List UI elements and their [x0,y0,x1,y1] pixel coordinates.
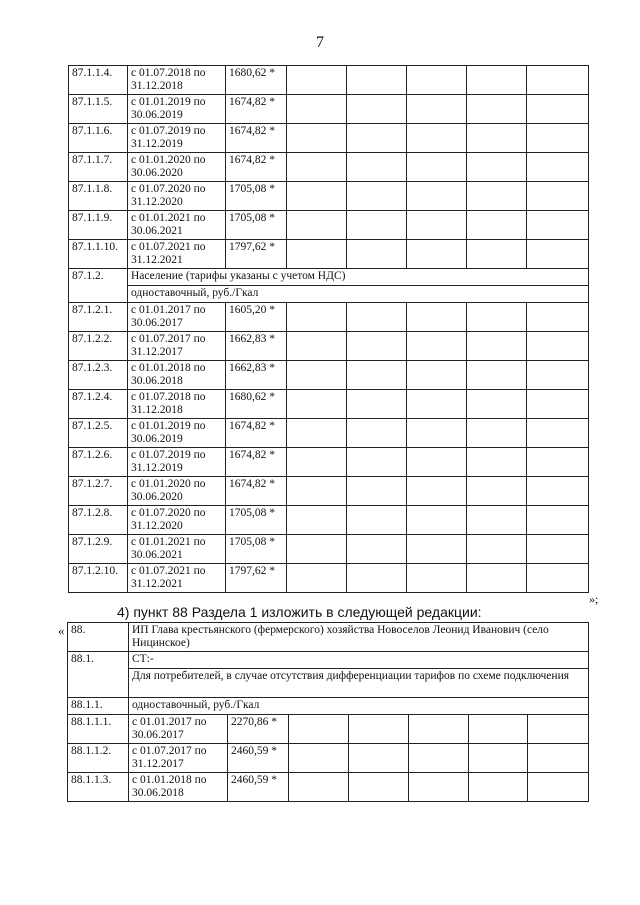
empty-cell [347,211,407,240]
page-number: 7 [316,34,324,51]
row-number: 88.1.1.3. [68,773,129,802]
empty-cell [467,535,527,564]
empty-cell [287,419,347,448]
empty-cell [347,448,407,477]
row-period: с 01.01.2021 по 30.06.2021 [128,211,226,240]
row-period: с 01.01.2021 по 30.06.2021 [128,535,226,564]
empty-cell [407,303,467,332]
empty-cell [347,564,407,593]
empty-cell [527,448,589,477]
empty-cell [347,332,407,361]
empty-cell [289,773,349,802]
table-row [69,211,589,240]
row-number: 87.1.1.5. [69,95,128,124]
row-value: 1705,08 * [226,182,287,211]
empty-cell [467,153,527,182]
row-number: 87.1.2.8. [69,506,128,535]
row-value: 1797,62 * [226,564,287,593]
empty-cell [287,477,347,506]
empty-cell [527,182,589,211]
empty-cell [528,773,589,802]
empty-cell [347,361,407,390]
row-period: с 01.07.2019 по 31.12.2019 [128,124,226,153]
row-number: 87.1.2.9. [69,535,128,564]
row-value: 1705,08 * [226,506,287,535]
row-period: с 01.07.2017 по 31.12.2017 [129,744,228,773]
section-unit: одноставочный, руб./Гкал [128,286,589,303]
empty-cell [407,390,467,419]
table-row [69,390,589,419]
row-period: с 01.01.2019 по 30.06.2019 [128,419,226,448]
empty-cell [287,506,347,535]
empty-cell [407,361,467,390]
empty-cell [347,535,407,564]
opening-quote: « [58,623,65,638]
empty-cell [347,477,407,506]
consumers-text: Для потребителей, в случае отсутствия дифференциации тарифов по схеме подключения [129,669,589,698]
empty-cell [467,332,527,361]
empty-cell [527,419,589,448]
row-value: 1705,08 * [226,211,287,240]
row-number: 87.1.2.7. [69,477,128,506]
table-row [69,66,589,95]
org-number: 88. [68,623,129,652]
empty-cell [407,124,467,153]
empty-cell [407,564,467,593]
empty-cell [287,124,347,153]
table-row [69,564,589,593]
row-number: 87.1.2.4. [69,390,128,419]
empty-cell [287,390,347,419]
table-row [69,419,589,448]
section-title: Население (тарифы указаны с учетом НДС) [128,269,589,286]
empty-cell [527,240,589,269]
empty-cell [287,211,347,240]
empty-cell [347,303,407,332]
table-row [69,240,589,269]
table-row [69,535,589,564]
empty-cell [347,182,407,211]
empty-cell [527,303,589,332]
section-row [69,269,589,286]
row-period: с 01.07.2019 по 31.12.2019 [128,448,226,477]
empty-cell [407,332,467,361]
row-number: 87.1.1.9. [69,211,128,240]
empty-cell [527,506,589,535]
table-row [69,95,589,124]
table-row [69,182,589,211]
empty-cell [347,95,407,124]
row-number: 87.1.2.10. [69,564,128,593]
empty-cell [527,477,589,506]
row-number: 88.1.1.2. [68,744,129,773]
empty-cell [347,124,407,153]
empty-cell [527,564,589,593]
empty-cell [287,361,347,390]
empty-cell [527,535,589,564]
row-number: 88.1.1.1. [68,715,129,744]
table-row [68,715,589,744]
empty-cell [467,182,527,211]
empty-cell [527,153,589,182]
row-number: 87.1.2.5. [69,419,128,448]
row-value: 2270,86 * [228,715,289,744]
system-row [68,652,589,669]
row-period: с 01.07.2020 по 31.12.2020 [128,506,226,535]
empty-cell [467,240,527,269]
empty-cell [467,361,527,390]
empty-cell [287,448,347,477]
empty-cell [527,332,589,361]
sub-number: 88.1. [68,652,129,698]
empty-cell [347,506,407,535]
row-value: 1674,82 * [226,477,287,506]
row-value: 1797,62 * [226,240,287,269]
empty-cell [349,773,409,802]
row-number: 87.1.2.6. [69,448,128,477]
empty-cell [469,715,528,744]
empty-cell [527,124,589,153]
empty-cell [467,303,527,332]
empty-cell [409,715,469,744]
empty-cell [287,564,347,593]
unit-text: одноставочный, руб./Гкал [129,698,589,715]
empty-cell [467,506,527,535]
empty-cell [467,95,527,124]
row-value: 1680,62 * [226,66,287,95]
empty-cell [407,211,467,240]
empty-cell [467,211,527,240]
row-period: с 01.01.2019 по 30.06.2019 [128,95,226,124]
row-number: 87.1.1.7. [69,153,128,182]
row-period: с 01.07.2021 по 31.12.2021 [128,240,226,269]
org-title: ИП Глава крестьянского (фермерского) хозяйства Новоселов Леонид Иванович (село Ницинское) [129,623,589,652]
row-period: с 01.07.2020 по 31.12.2020 [128,182,226,211]
row-period: с 01.07.2018 по 31.12.2018 [128,390,226,419]
system-label: СТ:- [129,652,589,669]
amendment-instruction: 4) пункт 88 Раздела 1 изложить в следующей редакции: [117,604,482,620]
row-period: с 01.01.2018 по 30.06.2018 [128,361,226,390]
empty-cell [467,390,527,419]
empty-cell [287,66,347,95]
empty-cell [289,744,349,773]
empty-cell [407,182,467,211]
row-value: 1674,82 * [226,95,287,124]
empty-cell [527,95,589,124]
empty-cell [349,715,409,744]
empty-cell [347,419,407,448]
row-number: 87.1.2.2. [69,332,128,361]
empty-cell [407,477,467,506]
empty-cell [527,211,589,240]
table-row [69,477,589,506]
table-row [68,773,589,802]
empty-cell [407,506,467,535]
empty-cell [289,715,349,744]
empty-cell [407,240,467,269]
table-row [69,124,589,153]
row-value: 1674,82 * [226,448,287,477]
tariff-table-87 [68,65,589,593]
empty-cell [469,744,528,773]
empty-cell [287,240,347,269]
row-number: 87.1.1.4. [69,66,128,95]
row-period: с 01.01.2018 по 30.06.2018 [129,773,228,802]
empty-cell [347,390,407,419]
row-number: 87.1.2.1. [69,303,128,332]
empty-cell [467,564,527,593]
empty-cell [347,66,407,95]
row-value: 1674,82 * [226,153,287,182]
empty-cell [527,390,589,419]
empty-cell [287,95,347,124]
empty-cell [467,66,527,95]
row-period: с 01.01.2020 по 30.06.2020 [128,153,226,182]
section-unit-row [69,286,589,303]
table-row [69,153,589,182]
consumers-row [68,669,589,698]
empty-cell [287,153,347,182]
row-period: с 01.07.2021 по 31.12.2021 [128,564,226,593]
row-value: 1674,82 * [226,419,287,448]
row-period: с 01.07.2017 по 31.12.2017 [128,332,226,361]
empty-cell [407,153,467,182]
empty-cell [527,66,589,95]
row-period: с 01.01.2020 по 30.06.2020 [128,477,226,506]
empty-cell [347,153,407,182]
empty-cell [407,95,467,124]
empty-cell [409,744,469,773]
empty-cell [467,419,527,448]
empty-cell [349,744,409,773]
empty-cell [467,124,527,153]
row-value: 2460,59 * [228,744,289,773]
table-row [69,303,589,332]
row-number: 87.1.2.3. [69,361,128,390]
empty-cell [407,535,467,564]
row-number: 87.1.1.6. [69,124,128,153]
table-row [69,506,589,535]
row-period: с 01.01.2017 по 30.06.2017 [128,303,226,332]
row-value: 1662,83 * [226,361,287,390]
closing-quote: »; [589,592,599,606]
empty-cell [409,773,469,802]
section-number: 87.1.2. [69,269,128,303]
empty-cell [467,448,527,477]
table-row [68,744,589,773]
table-row [69,332,589,361]
empty-cell [287,332,347,361]
row-period: с 01.01.2017 по 30.06.2017 [129,715,228,744]
empty-cell [469,773,528,802]
empty-cell [287,182,347,211]
row-value: 1662,83 * [226,332,287,361]
empty-cell [287,303,347,332]
empty-cell [527,361,589,390]
row-value: 1705,08 * [226,535,287,564]
empty-cell [528,744,589,773]
organization-row [68,623,589,652]
row-number: 87.1.1.8. [69,182,128,211]
unit-row [68,698,589,715]
empty-cell [287,535,347,564]
table-row [69,448,589,477]
empty-cell [347,240,407,269]
tariff-table-88 [67,622,589,802]
row-value: 1674,82 * [226,124,287,153]
empty-cell [528,715,589,744]
table-row [69,361,589,390]
row-value: 1605,20 * [226,303,287,332]
empty-cell [467,477,527,506]
row-value: 1680,62 * [226,390,287,419]
empty-cell [407,448,467,477]
row-number: 87.1.1.10. [69,240,128,269]
row-period: с 01.07.2018 по 31.12.2018 [128,66,226,95]
empty-cell [407,66,467,95]
empty-cell [407,419,467,448]
unit-number: 88.1.1. [68,698,129,715]
row-value: 2460,59 * [228,773,289,802]
